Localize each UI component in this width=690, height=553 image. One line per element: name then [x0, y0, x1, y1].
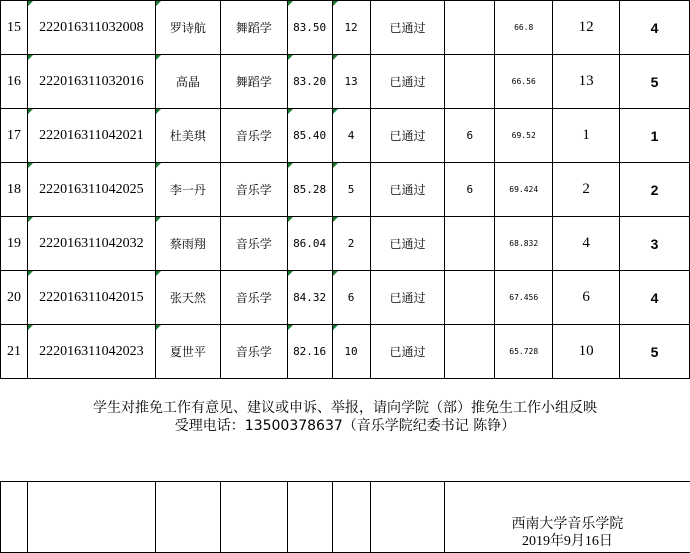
cell-extra: 6 [445, 109, 495, 163]
cell-total: 66.8 [495, 1, 553, 55]
cell-score: 85.28 [287, 163, 332, 217]
footer-cell [1, 482, 28, 553]
cell-total: 69.52 [495, 109, 553, 163]
cell-extra [445, 55, 495, 109]
cell-final: 2 [620, 163, 690, 217]
cell-status: 已通过 [370, 109, 445, 163]
cell-final: 4 [620, 1, 690, 55]
cell-extra: 6 [445, 163, 495, 217]
cell-rank: 12 [332, 1, 370, 55]
cell-major: 音乐学 [220, 217, 287, 271]
table-row [1, 55, 690, 109]
footer-cell [287, 482, 332, 553]
cell-no: 20 [1, 271, 28, 325]
table-row [1, 325, 690, 379]
cell-score: 86.04 [287, 217, 332, 271]
cell-major: 舞蹈学 [220, 1, 287, 55]
signature-org: 西南大学音乐学院 [511, 517, 624, 532]
cell-major: 音乐学 [220, 271, 287, 325]
cell-major: 舞蹈学 [220, 55, 287, 109]
cell-score: 82.16 [287, 325, 332, 379]
cell-student-id: 222016311042025 [27, 163, 155, 217]
table-row [1, 109, 690, 163]
footer-cell [332, 482, 370, 553]
cell-total: 66.56 [495, 55, 553, 109]
cell-no: 19 [1, 217, 28, 271]
cell-status: 已通过 [370, 1, 445, 55]
cell-extra [445, 217, 495, 271]
cell-rank2: 10 [553, 325, 620, 379]
footer-cell [220, 482, 287, 553]
cell-major: 音乐学 [220, 325, 287, 379]
notice-line-1: 学生对推免工作有意见、建议或申诉、举报，请向学院（部）推免生工作小组反映 [93, 400, 597, 416]
footer-cell [27, 482, 155, 553]
cell-rank2: 2 [553, 163, 620, 217]
cell-no: 17 [1, 109, 28, 163]
cell-rank2: 1 [553, 109, 620, 163]
cell-student-id: 222016311042023 [27, 325, 155, 379]
cell-extra [445, 1, 495, 55]
cell-name: 张天然 [155, 271, 220, 325]
cell-rank: 4 [332, 109, 370, 163]
cell-total: 67.456 [495, 271, 553, 325]
cell-name: 李一丹 [155, 163, 220, 217]
footer-cell [370, 482, 445, 553]
cell-rank2: 12 [553, 1, 620, 55]
table-row [1, 217, 690, 271]
cell-name: 杜美琪 [155, 109, 220, 163]
cell-status: 已通过 [370, 217, 445, 271]
cell-no: 18 [1, 163, 28, 217]
cell-score: 85.40 [287, 109, 332, 163]
cell-status: 已通过 [370, 55, 445, 109]
signature-date: 2019年9月16日 [521, 534, 613, 549]
cell-student-id: 222016311042021 [27, 109, 155, 163]
cell-name: 蔡雨翔 [155, 217, 220, 271]
notice-cell [1, 379, 690, 482]
cell-status: 已通过 [370, 271, 445, 325]
table-row [1, 271, 690, 325]
cell-student-id: 222016311042032 [27, 217, 155, 271]
cell-name: 夏世平 [155, 325, 220, 379]
cell-rank: 10 [332, 325, 370, 379]
table-row [1, 1, 690, 55]
cell-total: 68.832 [495, 217, 553, 271]
cell-name: 罗诗航 [155, 1, 220, 55]
cell-major: 音乐学 [220, 163, 287, 217]
cell-score: 83.50 [287, 1, 332, 55]
cell-extra [445, 271, 495, 325]
cell-final: 4 [620, 271, 690, 325]
cell-rank: 13 [332, 55, 370, 109]
cell-rank: 2 [332, 217, 370, 271]
footer-cell [155, 482, 220, 553]
cell-status: 已通过 [370, 163, 445, 217]
cell-rank: 5 [332, 163, 370, 217]
cell-score: 83.20 [287, 55, 332, 109]
table-body [1, 1, 690, 379]
cell-total: 65.728 [495, 325, 553, 379]
cell-no: 21 [1, 325, 28, 379]
signature-cell [445, 482, 690, 553]
cell-no: 15 [1, 1, 28, 55]
cell-student-id: 222016311042015 [27, 271, 155, 325]
cell-rank2: 4 [553, 217, 620, 271]
cell-no: 16 [1, 55, 28, 109]
cell-student-id: 222016311032008 [27, 1, 155, 55]
cell-final: 1 [620, 109, 690, 163]
cell-major: 音乐学 [220, 109, 287, 163]
notice-line-2: 受理电话：13500378637（音乐学院纪委书记 陈铮） [174, 418, 516, 434]
cell-rank: 6 [332, 271, 370, 325]
cell-extra [445, 325, 495, 379]
cell-score: 84.32 [287, 271, 332, 325]
cell-final: 5 [620, 55, 690, 109]
cell-rank2: 13 [553, 55, 620, 109]
cell-rank2: 6 [553, 271, 620, 325]
cell-total: 69.424 [495, 163, 553, 217]
cell-student-id: 222016311032016 [27, 55, 155, 109]
cell-status: 已通过 [370, 325, 445, 379]
cell-final: 3 [620, 217, 690, 271]
cell-final: 5 [620, 325, 690, 379]
cell-name: 高晶 [155, 55, 220, 109]
table-row [1, 163, 690, 217]
